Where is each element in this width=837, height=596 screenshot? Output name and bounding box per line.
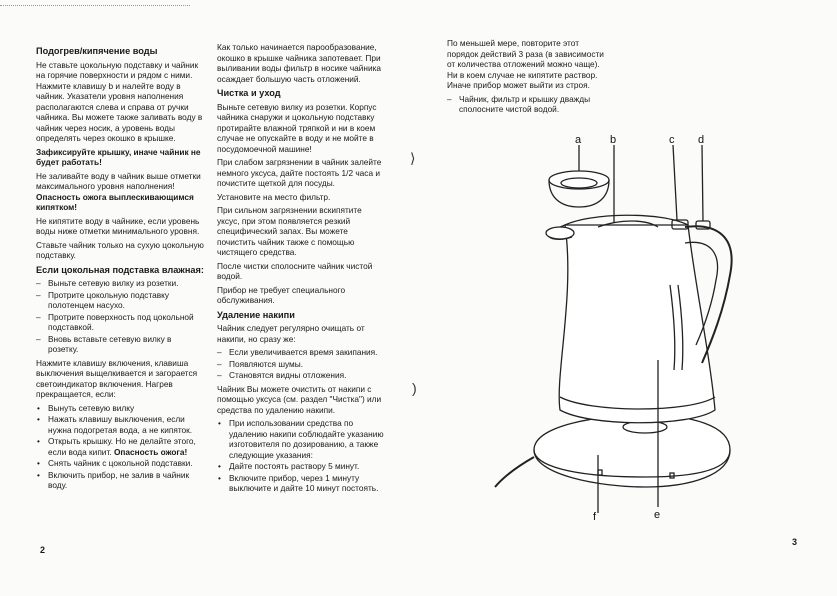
list-item: – Становятся видны отложения. [217, 370, 385, 381]
heading-wet-base: Если цокольная подставка влажная: [36, 264, 204, 275]
page-number-right: 3 [792, 537, 798, 547]
right-page-column [447, 38, 607, 118]
scald-warning: Опасность ожога выплескивающимся кипятком! [36, 191, 194, 212]
list-item: • Снять чайник с цокольной подставки. [36, 458, 204, 469]
figure-label-e: e [654, 509, 661, 520]
wet-base-list [36, 278, 204, 355]
min-level-paragraph: Не кипятите воду в чайнике, если уровень воды ниже отметки минимального уровня. [36, 215, 200, 236]
max-level-text: Не заливайте воду в чайник выше отметки максимального уровня наполнения! [36, 170, 201, 191]
binding-mark: ) [412, 380, 417, 396]
descale-agent-list [217, 418, 385, 494]
list-item [36, 436, 204, 457]
open-lid-text: Открыть крышку. Но не делайте этого, если вода кипит. [48, 436, 196, 457]
list-item: • Включите прибор, через 1 минуту выключите и дайте 10 минут постоять. [217, 473, 385, 494]
clean-paragraph-2: При слабом загрязнении в чайник залейте немного уксуса, дайте постоять 1/2 часа и почистите щеткой для посуды. [217, 157, 382, 188]
list-item: • Включить прибор, не залив в чайник воду. [36, 470, 204, 491]
figure-label-f: f [593, 511, 597, 520]
middle-column [217, 42, 385, 497]
list-item: • Вынуть сетевую вилку [36, 403, 204, 414]
repeat-paragraph: По меньшей мере, повторите этот порядок действий 3 раза (в зависимости от количества отложений можно чаще). Ни в коем случае не кипятите раствор. Иначе прибор может выйти из строя. [447, 38, 604, 90]
descale-signs-list [217, 347, 385, 381]
dry-base-paragraph: Ставьте чайник только на сухую цокольную подставку. [36, 239, 204, 260]
clean-paragraph-5: После чистки сполосните чайник чистой водой. [217, 260, 373, 281]
figure-label-b: b [610, 135, 617, 146]
steam-paragraph: Как только начинается парообразование, окошко в крышке чайника запотевает. При выливании воды фильтр в носике чайника осаждает большую часть отложений. [217, 42, 382, 84]
page-number-left: 2 [40, 545, 46, 555]
list-item: – Выньте сетевую вилку из розетки. [36, 278, 204, 289]
max-level-paragraph [36, 171, 204, 213]
burn-warning: Опасность ожога! [113, 446, 188, 457]
left-page-column [36, 42, 204, 494]
switch-paragraph: Нажмите клавишу включения, клавиша выключения выщелкивается и загорается светоиндикатор включения. Нагрев прекращается, если: [36, 357, 198, 399]
figure-label-d: d [698, 135, 705, 146]
kettle-illustration [480, 135, 740, 520]
list-item: – Вновь вставьте сетевую вилку в розетку. [36, 334, 204, 355]
clean-paragraph-6: Прибор не требует специального обслуживания. [217, 284, 346, 305]
figure-label-c: c [669, 135, 675, 146]
list-item: • Дайте постоять раствору 5 минут. [217, 461, 385, 472]
rinse-list [447, 94, 607, 115]
clean-paragraph-1: Выньте сетевую вилку из розетки. Корпус чайника снаружи и цокольную подставку протирайте влажной тряпкой и ни в коем случае не опускайте в воду и не мойте в посудомоечной машине! [217, 101, 377, 154]
list-item: • При использовании средства по удалению накипи соблюдайте указанию изготовителя по дозированию, а также следующие указания: [217, 418, 385, 460]
list-item: – Если увеличивается время закипания. [217, 347, 385, 358]
top-dotted-rule [0, 5, 190, 6]
heading-boil: Подогрев/кипячение воды [36, 46, 158, 56]
list-item: – Протрите поверхность под цокольной подставкой. [36, 312, 204, 333]
descale-paragraph-1: Чайник следует регулярно очищать от накипи, но сразу же: [217, 323, 365, 344]
boil-paragraph-1: Не ставьте цокольную подставку и чайник на горячие поверхности и рядом с ними. Нажмите клавишу b и налейте воду в чайник. Указатели уровня наполнения располагаются слева и справа от ручки чайника. Вы можете также заливать воду в чайник через носик, а уровень воды определять через окошко в крышке. [36, 59, 203, 143]
stop-heating-list [36, 403, 204, 491]
list-item: • Нажать клавишу выключения, если нужна подогретая вода, а не кипяток. [36, 414, 204, 435]
figure-label-a: a [575, 135, 582, 146]
binding-mark: ⟩ [410, 150, 416, 166]
list-item: – Чайник, фильтр и крышку дважды сполосните чистой водой. [447, 94, 607, 115]
clean-paragraph-4: При сильном загрязнении вскипятите уксус, при этом появляется резкий специфический запах. Вы можете почистить чайник также с помощью чистящего средства. [217, 205, 362, 257]
lid-warning: Зафиксируйте крышку, иначе чайник не будет работать! [36, 146, 201, 167]
descale-paragraph-2: Чайник Вы можете очистить от накипи с помощью уксуса (см. раздел "Чистка") или средства по удалению накипи. [217, 383, 382, 415]
list-item: – Протрите цокольную подставку полотенцем насухо. [36, 290, 204, 311]
list-item: – Появляются шумы. [217, 359, 385, 370]
heading-descaling: Удаление накипи [217, 309, 295, 320]
clean-paragraph-3: Установите на место фильтр. [217, 191, 331, 202]
heading-cleaning: Чистка и уход [217, 88, 281, 98]
